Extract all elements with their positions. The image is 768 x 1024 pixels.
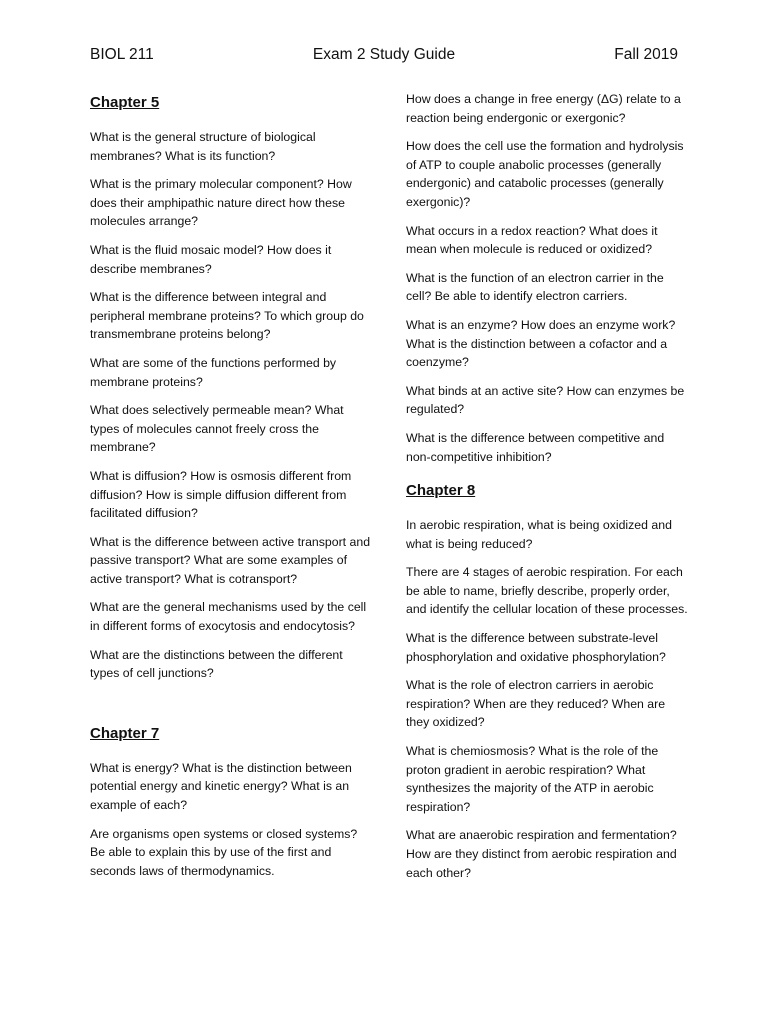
chapter-5-heading: Chapter 5 [90, 94, 160, 111]
question-item: What is the difference between integral and peripheral membrane proteins? To which group do transmembrane proteins belong? [90, 290, 364, 342]
question-item: What binds at an active site? How can enzymes be regulated? [406, 383, 685, 417]
question-item: What occurs in a redox reaction? What does it mean when molecule is reduced or oxidized? [406, 223, 658, 257]
question-item: What is the general structure of biological membranes? What is its function? [90, 130, 316, 163]
question-item: What does selectively permeable mean? What types of molecules cannot freely cross the membrane? [90, 403, 344, 455]
question-item: What is the function of an electron carrier in the cell? Be able to identify electron carriers. [406, 270, 664, 304]
question-item: What is the difference between substrate-level phosphorylation and oxidative phosphorylation? [406, 631, 666, 664]
chapter-8-heading: Chapter 8 [406, 482, 476, 500]
question-item: What are the distinctions between the different types of cell junctions? [90, 647, 343, 681]
question-item: What are some of the functions performed by membrane proteins? [90, 355, 337, 389]
question-item: What is an enzyme? How does an enzyme work? What is the distinction between a cofactor and a coenzyme? [406, 317, 676, 370]
question-item: What is the fluid mosaic model? How does it describe membranes? [90, 242, 332, 276]
question-item: What is diffusion? How is osmosis different from diffusion? How is simple diffusion different from facilitated diffusion? [90, 468, 352, 521]
question-item: What are the general mechanisms used by the cell in different forms of exocytosis and endocytosis? [90, 600, 367, 634]
course-code: BIOL 211 [90, 46, 154, 63]
question-item: There are 4 stages of aerobic respiration. For each be able to name, briefly describe, properly order, and identify the cellular location of these processes. [406, 565, 688, 617]
question-item: Are organisms open systems or closed systems? Be able to explain this by use of the first and seconds laws of thermodynamics. [90, 826, 358, 878]
question-item: What is the difference between competitive and non-competitive inhibition? [406, 430, 665, 464]
question-item: What is the primary molecular component? How does their amphipathic nature direct how these molecules arrange? [90, 177, 352, 229]
left-column [90, 90, 375, 890]
question-item: How does a change in free energy (ΔG) relate to a reaction being endergonic or exergonic? [406, 92, 681, 125]
chapter-7-heading: Chapter 7 [90, 724, 160, 742]
question-item: What is chemiosmosis? What is the role of the proton gradient in aerobic respiration? What synthesizes the majority of the ATP in aerobic respiration? [406, 744, 659, 814]
page-header [90, 46, 678, 70]
question-item: What is the difference between active transport and passive transport? What are some examples of active transport? What is cotransport? [90, 534, 371, 586]
section-spacer [90, 693, 375, 721]
question-item: What is energy? What is the distinction between potential energy and kinetic energy? What is an example of each? [90, 760, 352, 813]
right-column [406, 90, 691, 892]
document-title: Exam 2 Study Guide [312, 46, 456, 63]
question-item: What are anaerobic respiration and fermentation? How are they distinct from aerobic respiration and each other? [406, 828, 677, 880]
question-item: How does the cell use the formation and hydrolysis of ATP to couple anabolic processes (generally endergonic) and catabolic processes (generally exergonic)? [406, 139, 684, 209]
question-item: In aerobic respiration, what is being oxidized and what is being reduced? [406, 518, 672, 551]
term-label: Fall 2019 [614, 46, 678, 63]
question-item: What is the role of electron carriers in aerobic respiration? When are they reduced? When are they oxidized? [406, 678, 666, 730]
